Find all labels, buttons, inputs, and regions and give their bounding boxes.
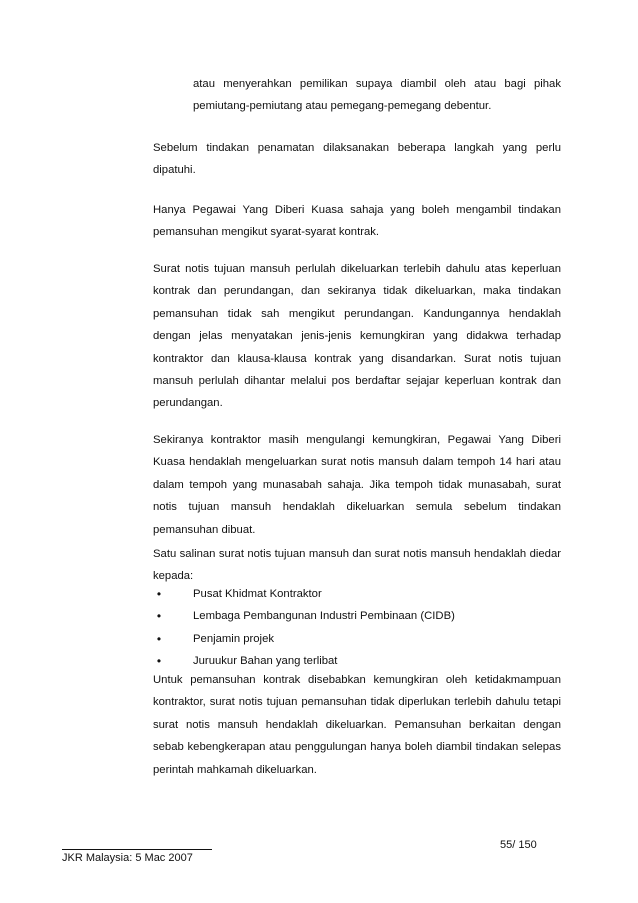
bullet-icon: • — [156, 631, 162, 646]
paragraph-authorized-officer: Hanya Pegawai Yang Diberi Kuasa sahaja yang boleh mengambil tindakan pemansuhan mengikut syarat-syarat kontrak. — [153, 204, 561, 239]
list-item-label: Juruukur Bahan yang terlibat — [193, 655, 338, 668]
list-item-label: Lembaga Pembangunan Industri Pembinaan (CIDB) — [193, 610, 455, 623]
distribution-list — [153, 583, 561, 673]
list-item — [153, 583, 561, 605]
bullet-icon: • — [156, 654, 162, 669]
footer-text: JKR Malaysia: 5 Mac 2007 — [62, 852, 193, 864]
paragraph-steps: Sebelum tindakan penamatan dilaksanakan beberapa langkah yang perlu dipatuhi. — [153, 142, 561, 177]
paragraph-repeat-default: Sekiranya kontraktor masih mengulangi kemungkiran, Pegawai Yang Diberi Kuasa hendaklah mengeluarkan surat notis mansuh dalam tempoh 14 hari atau dalam tempoh yang munasabah sahaja. Jika tempoh tidak munasabah, surat notis tujuan mansuh hendaklah dikeluarkan semula sebelum tindakan pemansuhan dibuat. — [153, 434, 561, 536]
list-item — [153, 605, 561, 627]
paragraph-distribution: Satu salinan surat notis tujuan mansuh dan surat notis mansuh hendaklah diedar kepada: — [153, 548, 561, 583]
bullet-icon: • — [156, 587, 162, 601]
continuation-paragraph: atau menyerahkan pemilikan supaya diambil oleh atau bagi pihak pemiutang-pemiutang atau pemegang-pemegang debentur. — [193, 78, 561, 113]
list-item-label: Pusat Khidmat Kontraktor — [193, 588, 322, 600]
footer-divider — [62, 849, 212, 850]
paragraph-insolvency: Untuk pemansuhan kontrak disebabkan kemungkiran oleh ketidakmampuan kontraktor, surat notis tujuan pemansuhan tidak diperlukan terlebih dahulu tetapi surat notis mansuh hendaklah dikeluarkan. Pemansuhan berkaitan dengan sebab kebengkerapan atau penggulungan hanya boleh diambil tindakan selepas perintah mahkamah dikeluarkan. — [153, 674, 561, 776]
page-number: 55/ 150 — [500, 839, 537, 851]
list-item — [153, 628, 561, 650]
bullet-icon: • — [156, 609, 162, 624]
paragraph-notice-intent: Surat notis tujuan mansuh perlulah dikeluarkan terlebih dahulu atas keperluan kontrak dan perundangan, dan sekiranya tidak dikeluarkan, maka tindakan pemansuhan tidak sah mengikut perundangan. Kandungannya hendaklah dengan jelas menyatakan jenis-jenis kemungkiran yang didakwa terhadap kontraktor dan klausa-klausa kontrak yang disandarkan. Surat notis tujuan mansuh perlulah dihantar melalui pos berdaftar sejajar keperluan kontrak dan perundangan. — [153, 263, 561, 410]
list-item-label: Penjamin projek — [193, 632, 275, 645]
